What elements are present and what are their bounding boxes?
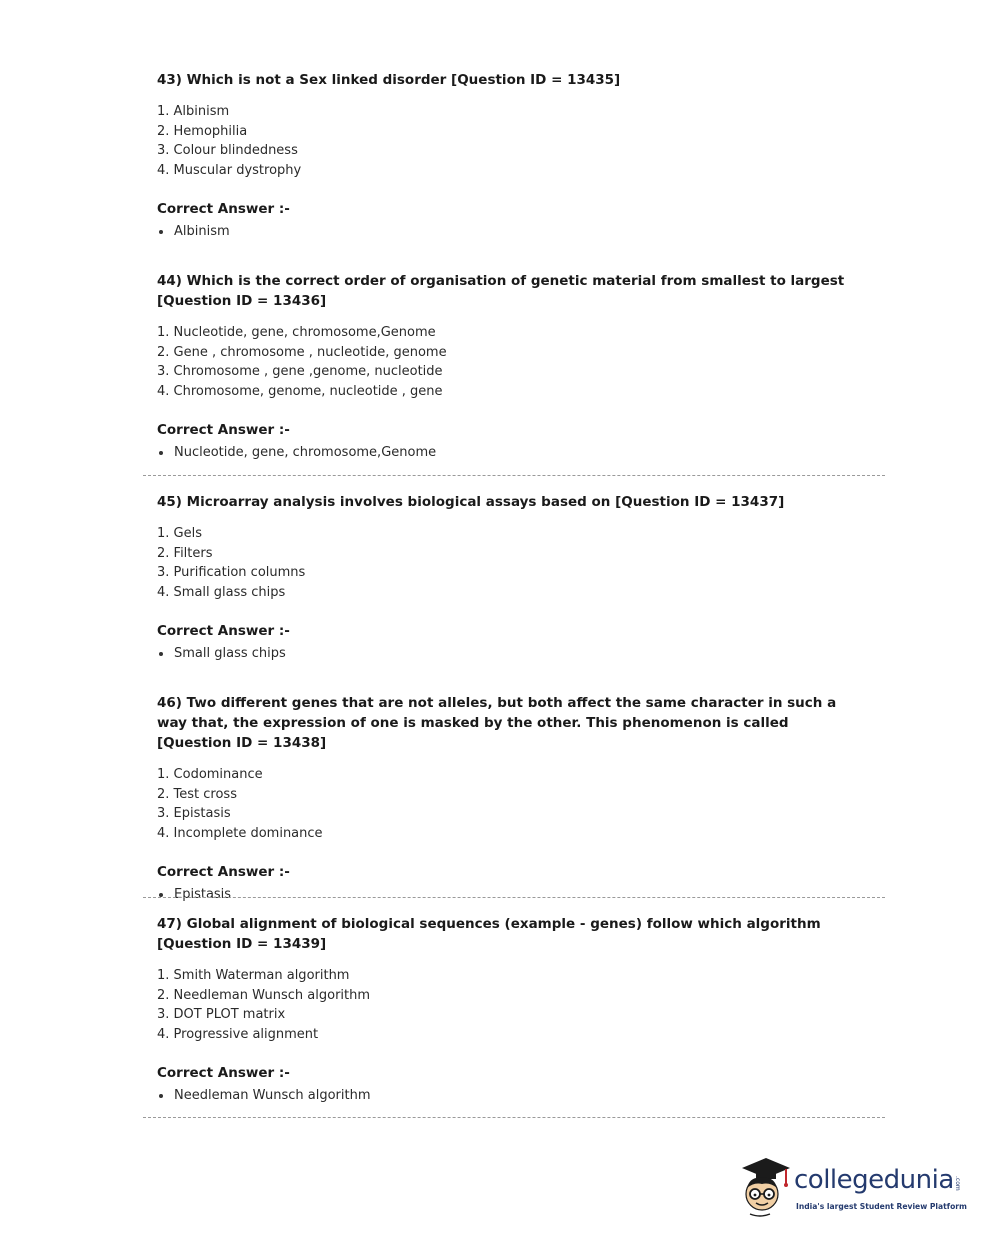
correct-answer-text: Epistasis xyxy=(174,887,232,903)
option-item: 4. Progressive alignment xyxy=(157,1026,319,1042)
option-item: 4. Muscular dystrophy xyxy=(157,162,302,178)
logo-tagline: India's largest Student Review Platform xyxy=(796,1202,967,1211)
question-43 xyxy=(157,70,867,241)
option-item: 2. Test cross xyxy=(157,786,237,802)
option-item: 1. Smith Waterman algorithm xyxy=(157,968,350,983)
dashed-divider xyxy=(143,1117,885,1118)
option-item: 4. Incomplete dominance xyxy=(157,825,323,841)
option-item: 3. DOT PLOT matrix xyxy=(157,1007,286,1023)
question-47 xyxy=(157,914,867,1105)
bullet-icon xyxy=(159,652,163,656)
correct-answer xyxy=(157,222,867,241)
bullet-icon xyxy=(159,451,163,455)
options-list xyxy=(157,966,867,1044)
option-item: 3. Epistasis xyxy=(157,806,231,822)
options-list xyxy=(157,524,867,602)
bullet-icon xyxy=(159,230,163,234)
correct-answer-label: Correct Answer :- xyxy=(157,623,290,640)
correct-answer-text: Nucleotide, gene, chromosome,Genome xyxy=(174,445,437,461)
option-item: 3. Chromosome , gene ,genome, nucleotide xyxy=(157,364,443,380)
correct-answer-label: Correct Answer :- xyxy=(157,422,290,439)
correct-answer-label: Correct Answer :- xyxy=(157,1065,290,1082)
option-item: 2. Hemophilia xyxy=(157,123,248,139)
correct-answer-text: Needleman Wunsch algorithm xyxy=(174,1088,371,1104)
correct-answer-label: Correct Answer :- xyxy=(157,201,290,218)
question-title: 46) Two different genes that are not alleles, but both affect the same character in such a way that, the expression of one is masked by the other. This phenomenon is called [Question ID = 13438] xyxy=(157,695,837,751)
question-title: 45) Microarray analysis involves biological assays based on [Question ID = 13437] xyxy=(157,494,785,510)
question-44 xyxy=(157,271,867,462)
options-list xyxy=(157,765,867,843)
question-45 xyxy=(157,492,867,663)
student-mascot-icon xyxy=(736,1154,794,1220)
option-item: 2. Filters xyxy=(157,545,213,561)
question-title: 43) Which is not a Sex linked disorder [Question ID = 13435] xyxy=(157,72,621,88)
option-item: 3. Purification columns xyxy=(157,565,306,581)
options-list xyxy=(157,102,867,180)
options-list xyxy=(157,323,867,401)
option-item: 1. Albinism xyxy=(157,104,230,119)
question-title: 44) Which is the correct order of organisation of genetic material from smallest to largest [Question ID = 13436] xyxy=(157,273,845,309)
correct-answer xyxy=(157,885,867,904)
option-item: 4. Small glass chips xyxy=(157,584,286,600)
logo-domain-suffix: .com xyxy=(954,1176,961,1191)
bullet-icon xyxy=(159,1094,163,1098)
dashed-divider xyxy=(143,897,885,898)
option-item: 3. Colour blindedness xyxy=(157,143,298,159)
question-title: 47) Global alignment of biological sequences (example - genes) follow which algorithm [Question ID = 13439] xyxy=(157,916,821,952)
correct-answer-text: Albinism xyxy=(174,224,230,240)
correct-answer-text: Small glass chips xyxy=(174,646,286,662)
logo-wordmark: collegedunia xyxy=(794,1165,954,1195)
option-item: 2. Needleman Wunsch algorithm xyxy=(157,987,371,1003)
option-item: 1. Nucleotide, gene, chromosome,Genome xyxy=(157,325,436,340)
correct-answer xyxy=(157,443,867,462)
option-item: 1. Gels xyxy=(157,526,202,541)
dashed-divider xyxy=(143,475,885,476)
option-item: 2. Gene , chromosome , nucleotide, genome xyxy=(157,344,447,360)
option-item: 1. Codominance xyxy=(157,767,263,782)
correct-answer xyxy=(157,644,867,663)
question-46 xyxy=(157,693,867,904)
correct-answer-label: Correct Answer :- xyxy=(157,864,290,881)
correct-answer xyxy=(157,1086,867,1105)
option-item: 4. Chromosome, genome, nucleotide , gene xyxy=(157,383,443,399)
collegedunia-logo xyxy=(736,1154,967,1224)
